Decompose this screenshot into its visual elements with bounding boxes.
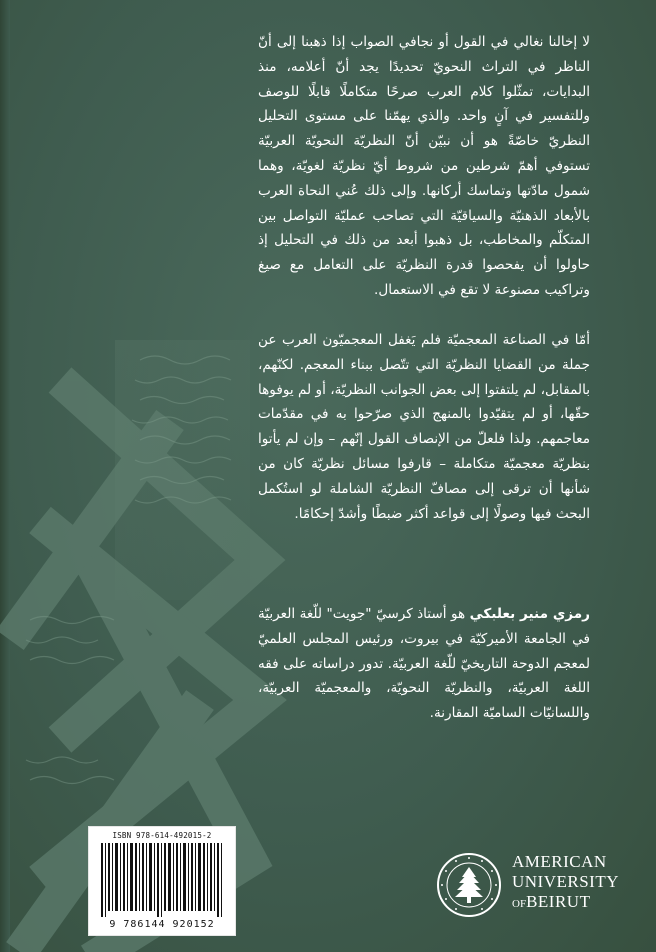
isbn-label: ISBN 978-614-492015-2 [112,831,212,840]
publisher-line-3 [512,892,619,914]
author-bio [258,602,590,726]
publisher-line-1: AMERICAN [512,852,607,871]
author-bio-text: هو أستاذ كرسيّ "جويت" للّغة العربيّة في الجامعة الأميركيّة في بيروت، ورئيس المجلس العلميّ لمعجم الدوحة التاريخيّ للّغة العربيّة. تدور دراساته على فقه اللغة العربيّة، والنظريّة النحويّة، والمعجميّة العربيّة، واللسانيّات الساميّة المقارنة. [258,606,590,722]
description-paragraph-1: لا إخالنا نغالي في القول أو نجافي الصواب إذا ذهبنا إلى أنّ الناظر في التراث النحويّ تحديدًا يجد أنّ أعلامه، منذ البدايات، تمثّلوا كلام العرب صرحًا متكاملًا قابلًا للوصف وللتفسير في آنٍ واحد. والذي يهمّنا على مستوى التحليل النظريّ خاصّةً هو أن نبيّن أنّ النظريّة النحويّة العربيّة تستوفي أهمّ شرطين من شروط أيّ نظريّة لغويّة، وهما شمول مادّتها وتماسك أركانها. وإلى ذلك عُني النحاة العرب بالأبعاد الذهنيّة والسياقيّة التي تصاحب عمليّة التواصل بين المتكلّم والمخاطب، بل ذهبوا أبعد من ذلك في التحليل إذ حاولوا أن يفحصوا قدرة النظريّة على التعامل مع صيغ وتراكيب مصنوعة لا تقع في الاستعمال. [258,34,590,298]
publisher-city: BEIRUT [526,892,591,911]
description-paragraph-2: أمّا في الصناعة المعجميّة فلم يَغفل المعجميّون العرب عن جملة من القضايا النظريّة التي تتّصل ببناء المعجم. لكنّهم، بالمقابل، لم يلتفتوا إلى بعض الجوانب النظريّة، أو لم يوفوها حقّها، أو لم يتقيّدوا بالمنهج الذي صرّحوا به في مقدّمات معاجمهم. ولذا فلعلّ من الإنصاف القول إنّهم – وإن لم يأتوا بنظريّة معجميّة متكاملة – قارفوا مسائل نظريّة كان من شأنها أن ترقى إلى مصافّ النظريّة الشاملة لو استُكمل البحث فيها وصولًا إلى قواعد أكثر ضبطًا وأشدّ إحكامًا. [258,332,590,522]
isbn-barcode [88,826,236,936]
publisher-line-2: UNIVERSITY [512,872,619,891]
author-name: رمزي منير بعلبكي [469,606,590,622]
barcode-bars [101,843,223,917]
publisher-of: OF [512,898,527,910]
aub-seal-logo [436,852,502,918]
publisher-logo-text [512,852,619,914]
cedar-tree-icon [455,867,483,903]
ean-digits: 9 786144 920152 [109,919,215,930]
